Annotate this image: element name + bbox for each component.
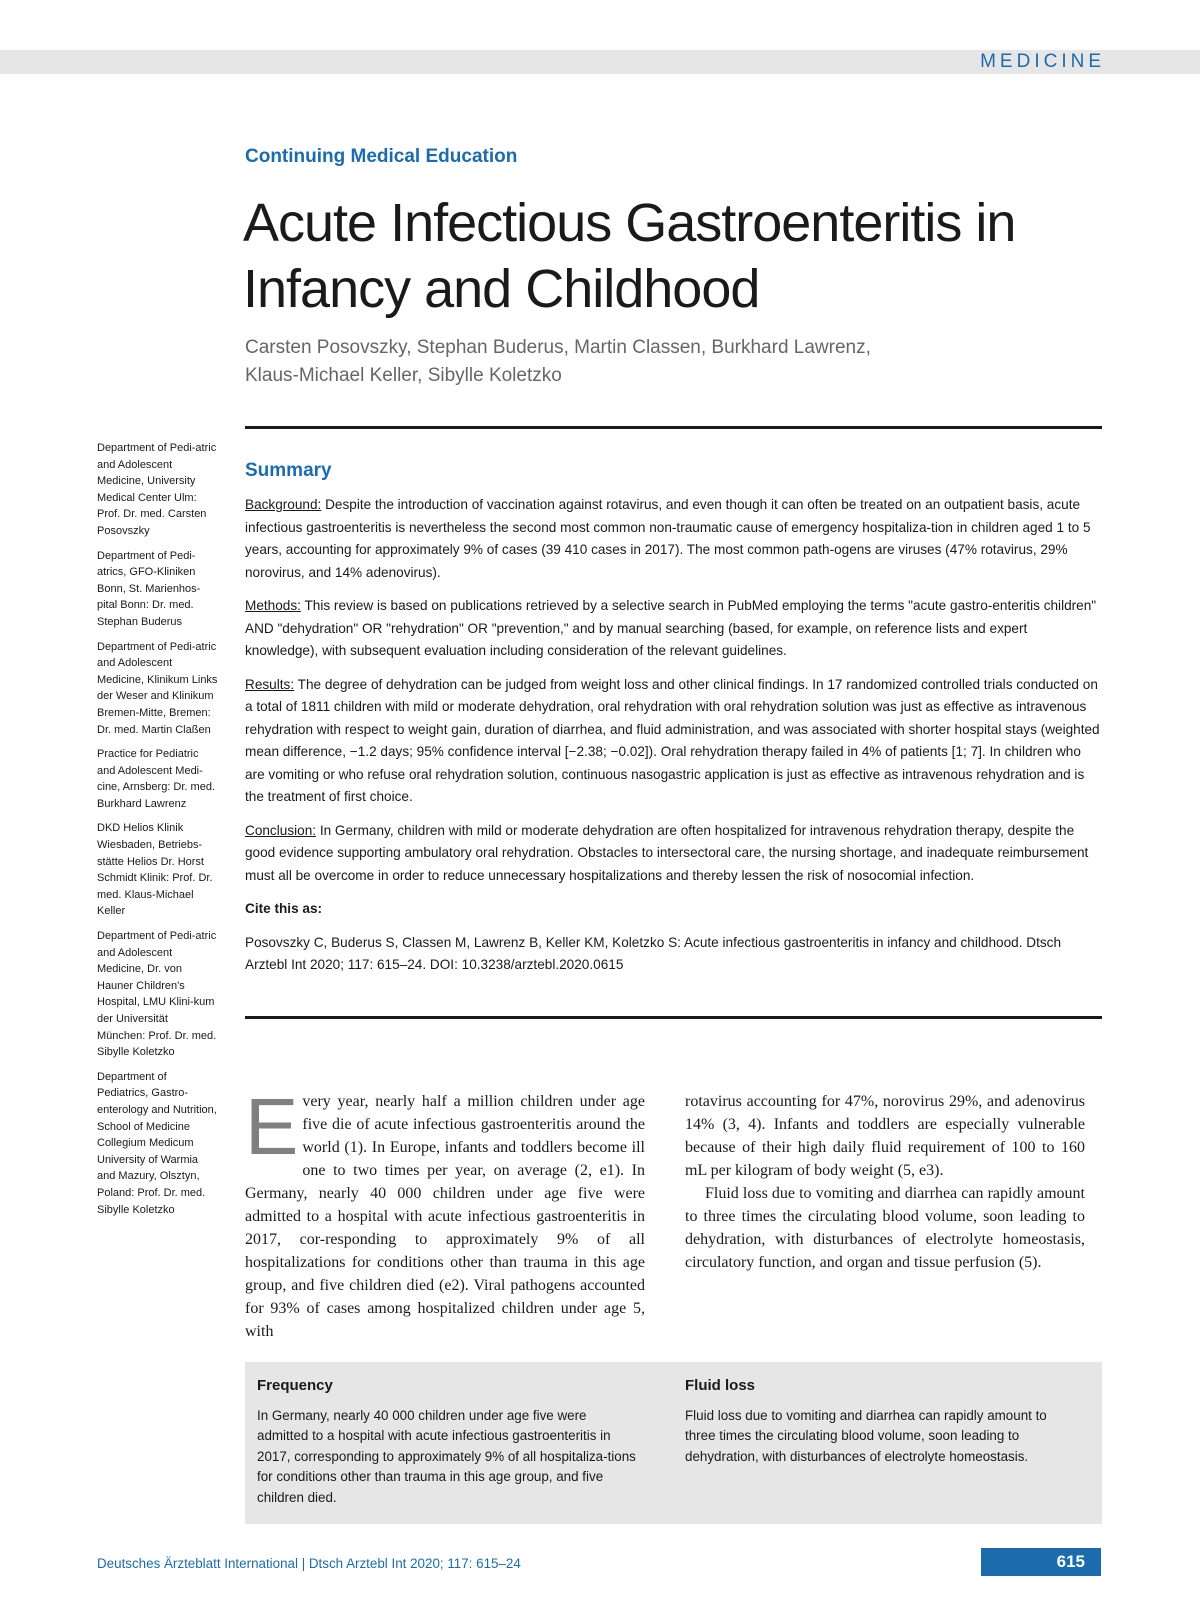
- background-text: Despite the introduction of vaccination against rotavirus, and even though it can often be treated on an outpatient basis, acute infectious gastroenteritis is nevertheless the second most common non-traumatic cause of emergency hospitaliza-tion in children aged 1 to 5 years, accounting for approximately 9% of cases (39 410 cases in 2017). The most common path-ogens are viruses (47% rotavirus, 29% norovirus, and 14% adenovirus).: [245, 497, 1091, 580]
- fluid-loss-text: Fluid loss due to vomiting and diarrhea can rapidly amount to three times the circulating blood volume, soon leading to dehydration, with disturbances of electrolyte homeostasis.: [685, 1407, 1047, 1464]
- article-title: Acute Infectious Gastroenteritis in Infancy and Childhood: [243, 193, 1016, 319]
- conclusion-label: Conclusion:: [245, 822, 317, 838]
- authors-line-2: Klaus-Michael Keller, Sibylle Koletzko: [245, 365, 562, 386]
- summary-methods: [245, 595, 1102, 663]
- affiliation: Department of Pedi-atric and Adolescent Medicine, Dr. von Hauner Children's Hospital, LMU Klini-kum der Universität München: Prof. Dr. med. Sibylle Koletzko: [97, 930, 217, 1059]
- citation: Posovszky C, Buderus S, Classen M, Lawrenz B, Keller KM, Koletzko S: Acute infectious gastroenteritis in infancy and childhood. Dtsch Arztebl Int 2020; 117: 615–24. DOI: 10.3238/arztebl.2020.0615: [245, 934, 1062, 972]
- body-text: very year, nearly half a million children under age five die of acute infectious gastroenteritis around the world (1). In Europe, infants and toddlers become ill one to two times per year, on average (2, e1). In Germany, nearly 40 000 children under age five were admitted to a hospital with acute infectious gastroenteritis in 2017, cor-responding to approximately 9% of all hospitalizations for conditions other than trauma in this age group, and five children died (e2). Viral pathogens accounted for 93% of cases among hospitalized children under age 5, with: [245, 1093, 645, 1340]
- page-number-box: [981, 1548, 1101, 1576]
- frequency-text: In Germany, nearly 40 000 children under age five were admitted to a hospital with acute infectious gastroenteritis in 2017, corresponding to approximately 9% of all hospitaliza-tions for conditions other than trauma in this age group, and five children died.: [257, 1407, 636, 1505]
- journal-footer: Deutsches Ärzteblatt International | Dtsch Arztebl Int 2020; 117: 615–24: [97, 1556, 521, 1571]
- author-list: [245, 334, 1105, 390]
- fluid-loss-panel: [685, 1376, 1065, 1467]
- authors-line-1: Carsten Posovszky, Stephan Buderus, Martin Classen, Burkhard Lawrenz,: [245, 337, 871, 358]
- affiliation: Practice for Pediatric and Adolescent Medi-cine, Arnsberg: Dr. med. Burkhard Lawrenz: [97, 748, 215, 810]
- body-paragraph: rotavirus accounting for 47%, norovirus 29%, and adenovirus 14% (3, 4). Infants and toddlers are especially vulnerable because of their high daily fluid requirement of 100 to 160 mL per kilogram of body weight (5, e3).: [685, 1093, 1085, 1179]
- page-number: 615: [1056, 1552, 1085, 1571]
- fluid-loss-title: Fluid loss: [685, 1377, 756, 1394]
- top-divider: [245, 426, 1102, 429]
- affiliation: Department of Pediatrics, Gastro-enterology and Nutrition, School of Medicine Collegium Medicum University of Warmia and Mazury, Olsztyn, Poland: Prof. Dr. med. Sibylle Koletzko: [97, 1070, 217, 1216]
- affiliation: Department of Pedi-atrics, GFO-Kliniken Bonn, St. Marienhos-pital Bonn: Dr. med. Stephan Buderus: [97, 549, 201, 628]
- summary-block: [245, 494, 1102, 988]
- affiliation: Department of Pedi-atric and Adolescent Medicine, Klinikum Links der Weser and Klinikum Bremen-Mitte, Bremen: Dr. med. Martin Claßen: [97, 640, 218, 736]
- section-label: MEDICINE: [980, 51, 1105, 72]
- body-column-2: [685, 1090, 1085, 1274]
- body-column-1: [245, 1082, 645, 1343]
- body-paragraph: Fluid loss due to vomiting and diarrhea can rapidly amount to three times the circulating blood volume, soon leading to dehydration, with disturbances of electrolyte homeostasis, circulatory function, and organ and tissue perfusion (5).: [685, 1185, 1085, 1271]
- frequency-title: Frequency: [257, 1377, 333, 1394]
- summary-heading: Summary: [245, 460, 332, 481]
- summary-conclusion: [245, 820, 1102, 888]
- drop-cap: E: [245, 1082, 299, 1171]
- article-category: Continuing Medical Education: [245, 146, 518, 167]
- frequency-panel: [257, 1376, 637, 1508]
- affiliations-sidebar: [97, 440, 219, 1226]
- results-text: The degree of dehydration can be judged from weight loss and other clinical findings. In 17 randomized controlled trials conducted on a total of 1811 children with mild or moderate dehydration, oral rehydration with oral rehydration solution was just as effective as intravenous rehydration with respect to weight gain, duration of diarrhea, and fluid administration, and was associated with shorter hospital stays (weighted mean difference, −1.2 days; 95% confidence interval [−2.38; −0.02]). Oral rehydration therapy failed in 4% of patients [1; 7]. In children who are vomiting or who refuse oral rehydration solution, continuous nasogastric application is just as effective as intravenous rehydration and is the treatment of first choice.: [245, 676, 1100, 804]
- background-label: Background:: [245, 497, 322, 512]
- methods-label: Methods:: [245, 598, 301, 613]
- affiliation: Department of Pedi-atric and Adolescent Medicine, University Medical Center Ulm: Prof. Dr. med. Carsten Posovszky: [97, 442, 217, 537]
- affiliation: DKD Helios Klinik Wiesbaden, Betriebs-stätte Helios Dr. Horst Schmidt Klinik: Prof. Dr. med. Klaus-Michael Keller: [97, 822, 213, 918]
- results-label: Results:: [245, 676, 295, 692]
- summary-background: [245, 494, 1102, 584]
- key-messages-box: [245, 1362, 1102, 1524]
- cite-heading: Cite this as:: [245, 901, 323, 916]
- summary-bottom-divider: [245, 1016, 1102, 1019]
- methods-text: This review is based on publications retrieved by a selective search in PubMed employing the terms "acute gastro-enteritis children" AND "dehydration" OR "rehydration" OR "prevention," and by manual searching (based, for example, on reference lists and expert knowledge), with subsequent evaluation including consideration of the relevant guidelines.: [245, 598, 1097, 658]
- summary-results: [245, 674, 1102, 809]
- conclusion-text: In Germany, children with mild or moderate dehydration are often hospitalized for intravenous rehydration therapy, despite the good evidence supporting ambulatory oral rehydration. Obstacles to intersectoral care, the nursing shortage, and inadequate reimbursement must all be overcome in order to reduce unnecessary hospitalizations and thereby lessen the risk of nosocomial infection.: [245, 822, 1089, 883]
- body-paragraph: [245, 1082, 645, 1343]
